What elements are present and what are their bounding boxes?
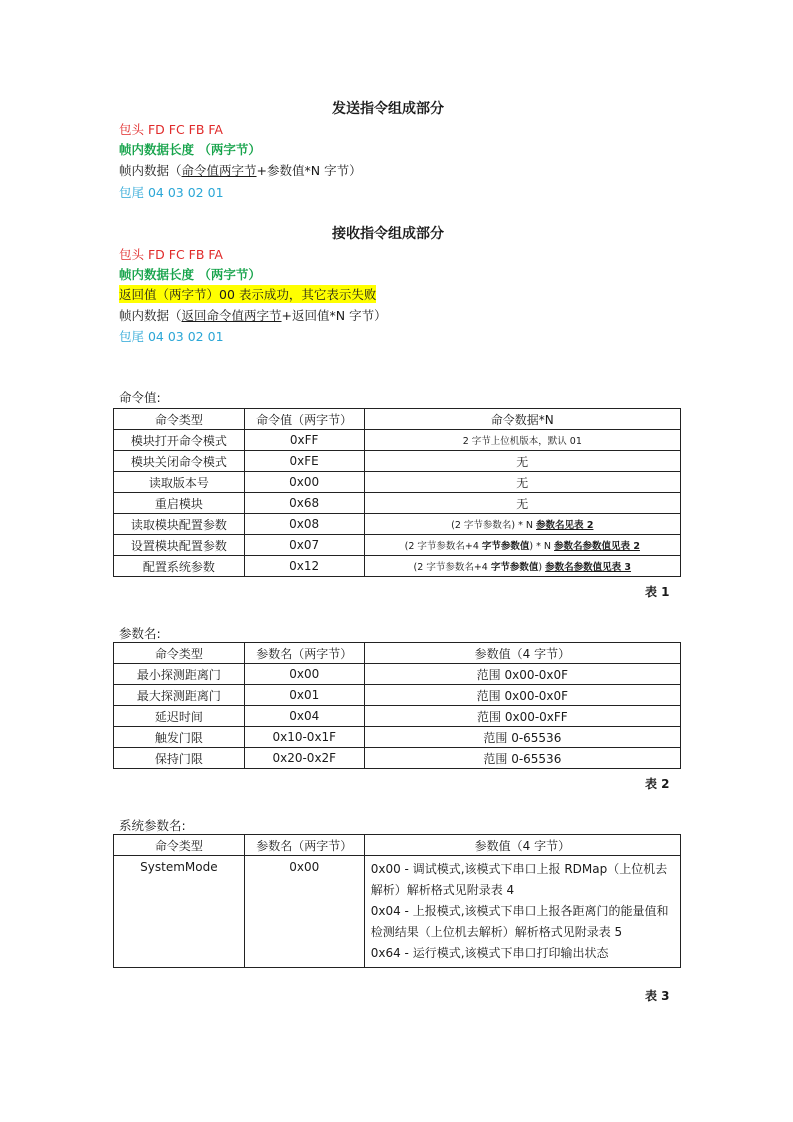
param-value-cell: 范围 0x00-0xFF <box>364 706 680 727</box>
command-type-cell: 模块关闭命令模式 <box>114 451 245 472</box>
receive-frame-underlined: 返回命令值两字节 <box>181 308 282 323</box>
command-type-cell: 模块打开命令模式 <box>114 430 245 451</box>
command-type-cell: 延迟时间 <box>114 706 245 727</box>
table-row <box>114 535 681 556</box>
command-type-cell: 读取版本号 <box>114 472 245 493</box>
command-value-cell: 0x12 <box>244 556 364 577</box>
table2-label: 参数名: <box>119 626 161 641</box>
param-name-cell: 0x00 <box>244 664 364 685</box>
table-row <box>114 451 681 472</box>
param-name-cell: 0x04 <box>244 706 364 727</box>
table2-caption: 表 2 <box>645 777 670 791</box>
command-data-cell: 2 字节上位机版本，默认 01 <box>364 430 680 451</box>
param-value-cell: 范围 0x00-0x0F <box>364 685 680 706</box>
command-value-cell: 0xFE <box>244 451 364 472</box>
header-cell: 参数名（两字节） <box>244 643 364 664</box>
receive-frame-suffix: +返回值*N 字节） <box>281 308 387 323</box>
command-value-table <box>113 408 681 577</box>
command-data-text: (2 字节参数名+4 <box>404 541 482 552</box>
table3-caption: 表 3 <box>645 989 670 1003</box>
command-type-cell: 保持门限 <box>114 748 245 769</box>
command-value-cell: 0x00 <box>244 472 364 493</box>
command-value-cell: 0x08 <box>244 514 364 535</box>
send-frame-line <box>119 161 362 179</box>
param-name-cell: 0x10-0x1F <box>244 727 364 748</box>
receive-tail-line: 包尾 04 03 02 01 <box>119 329 224 344</box>
table1-caption: 表 1 <box>645 585 670 599</box>
table-row <box>114 706 681 727</box>
command-data-text: ) <box>538 562 546 573</box>
table1-label: 命令值: <box>119 390 161 405</box>
command-data-text: ) * N <box>529 541 555 552</box>
command-type-cell: 重启模块 <box>114 493 245 514</box>
command-data-cell: 无 <box>364 472 680 493</box>
header-cell: 命令类型 <box>114 643 245 664</box>
command-data-cell <box>364 535 680 556</box>
command-data-cell <box>364 556 680 577</box>
table-row <box>114 748 681 769</box>
command-data-bold: 字节参数值 <box>490 562 539 573</box>
table-reference-link: 参数名参数值见表 3 <box>545 562 632 573</box>
command-data-cell: 无 <box>364 493 680 514</box>
mode-description: 0x64 - 运行模式,该模式下串口打印输出状态 <box>370 946 609 960</box>
send-frame-underlined: 命令值两字节 <box>181 163 257 178</box>
command-type-cell: 读取模块配置参数 <box>114 514 245 535</box>
send-length-line: 帧内数据长度 （两字节） <box>119 142 261 157</box>
receive-return-value-line: 返回值（两字节）00 表示成功，其它表示失败 <box>119 287 377 302</box>
table-row <box>114 664 681 685</box>
header-cell: 命令数据*N <box>364 409 680 430</box>
receive-length-line: 帧内数据长度 （两字节） <box>119 267 261 282</box>
send-section-title: 发送指令组成部分 <box>332 101 444 117</box>
param-value-cell: 范围 0-65536 <box>364 727 680 748</box>
command-type-cell: SystemMode <box>114 856 245 968</box>
param-name-cell: 0x20-0x2F <box>244 748 364 769</box>
command-type-cell: 最小探测距离门 <box>114 664 245 685</box>
header-cell: 命令值（两字节） <box>244 409 364 430</box>
table-row <box>114 514 681 535</box>
command-value-cell: 0x68 <box>244 493 364 514</box>
receive-header-line: 包头 FD FC FB FA <box>119 247 223 262</box>
send-frame-suffix: +参数值*N 字节） <box>256 163 362 178</box>
param-name-cell: 0x01 <box>244 685 364 706</box>
receive-frame-prefix: 帧内数据（ <box>119 308 182 323</box>
table-row <box>114 856 681 968</box>
param-value-cell: 范围 0x00-0x0F <box>364 664 680 685</box>
send-tail-line: 包尾 04 03 02 01 <box>119 185 224 200</box>
param-value-cell: 范围 0-65536 <box>364 748 680 769</box>
receive-frame-line <box>119 306 387 324</box>
header-cell: 命令类型 <box>114 835 245 856</box>
table-header-row <box>114 409 681 430</box>
command-value-cell: 0x07 <box>244 535 364 556</box>
table-reference-link: 参数名参数值见表 2 <box>554 541 640 552</box>
mode-description: 0x00 - 调试模式,该模式下串口上报 RDMap（上位机去解析）解析格式见附录表 4 <box>370 862 668 897</box>
command-type-cell: 设置模块配置参数 <box>114 535 245 556</box>
command-value-cell: 0xFF <box>244 430 364 451</box>
receive-section-title: 接收指令组成部分 <box>332 226 444 242</box>
command-type-cell: 最大探测距离门 <box>114 685 245 706</box>
command-data-bold: 字节参数值 <box>481 541 530 552</box>
header-cell: 参数名（两字节） <box>244 835 364 856</box>
table-header-row <box>114 835 681 856</box>
header-cell: 命令类型 <box>114 409 245 430</box>
table-row <box>114 685 681 706</box>
table-row <box>114 493 681 514</box>
param-name-cell: 0x00 <box>244 856 364 968</box>
table-row <box>114 430 681 451</box>
table-row <box>114 472 681 493</box>
send-frame-prefix: 帧内数据（ <box>119 163 182 178</box>
table-reference-link: 参数名见表 2 <box>536 520 594 531</box>
command-data-cell: 无 <box>364 451 680 472</box>
header-cell: 参数值（4 字节） <box>364 835 680 856</box>
table-row <box>114 727 681 748</box>
command-data-text: (2 字节参数名+4 <box>413 562 491 573</box>
send-header-line: 包头 FD FC FB FA <box>119 122 223 137</box>
table-row <box>114 556 681 577</box>
parameter-name-table <box>113 642 681 769</box>
header-cell: 参数值（4 字节） <box>364 643 680 664</box>
command-type-cell: 触发门限 <box>114 727 245 748</box>
command-type-cell: 配置系统参数 <box>114 556 245 577</box>
command-data-cell <box>364 514 680 535</box>
table-header-row <box>114 643 681 664</box>
mode-description: 0x04 - 上报模式,该模式下串口上报各距离门的能量值和检测结果（上位机去解析）解析格式见附录表 5 <box>370 904 669 939</box>
system-parameter-table <box>113 834 681 968</box>
command-data-text: (2 字节参数名) * N <box>451 520 537 531</box>
param-value-cell <box>364 856 680 968</box>
table3-label: 系统参数名: <box>119 818 186 833</box>
